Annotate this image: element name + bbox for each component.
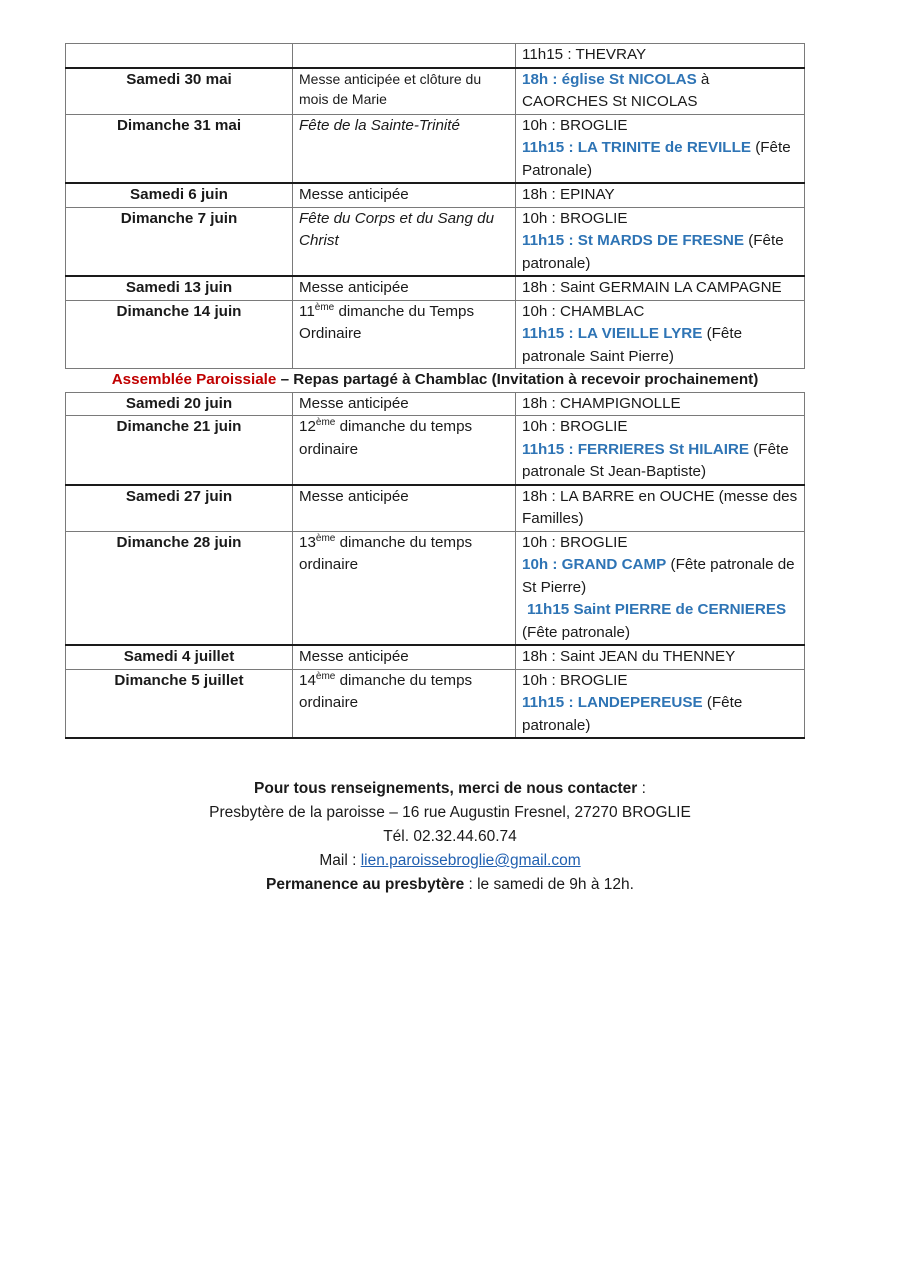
table-row	[66, 669, 805, 738]
desc-cell	[293, 416, 516, 485]
day-cell: Samedi 30 mai	[66, 68, 293, 115]
permanence-label: Permanence au presbytère	[266, 876, 465, 893]
time-text: 10h : BROGLIE	[522, 533, 628, 551]
sunday-number: 12	[299, 418, 316, 435]
ordinal-suffix: ème	[315, 670, 336, 682]
desc-cell: Messe anticipée	[293, 392, 516, 416]
mass-location-highlight: 11h15 : LA TRINITE de REVILLE	[522, 139, 751, 156]
time-cell	[516, 416, 805, 485]
time-text: 10h : BROGLIE	[522, 671, 628, 689]
time-text	[522, 599, 798, 622]
day-cell: Dimanche 31 mai	[66, 114, 293, 183]
mass-location-highlight: 11h15 : FERRIERES St HILAIRE	[522, 440, 750, 458]
desc-text: dimanche du temps ordinaire	[299, 418, 473, 458]
day-cell: Dimanche 14 juin	[66, 300, 293, 369]
table-row	[66, 300, 805, 369]
time-text: 10h : BROGLIE	[522, 209, 628, 227]
mail-line	[0, 849, 900, 873]
sunday-number: 11	[299, 302, 315, 320]
desc-cell: Messe anticipée	[293, 276, 516, 300]
mass-location-highlight: 11h15 : St MARDS DE FRESNE	[522, 232, 744, 249]
ordinal-suffix: ème	[315, 417, 336, 428]
time-cell: 11h15 : THEVRAY	[516, 44, 805, 68]
desc-text: dimanche du temps ordinaire	[299, 671, 473, 711]
day-cell: Samedi 27 juin	[66, 485, 293, 532]
day-cell: Dimanche 7 juin	[66, 207, 293, 276]
time-text	[522, 439, 798, 484]
day-cell: Dimanche 28 juin	[66, 531, 293, 645]
desc-text: dimanche du temps ordinaire	[299, 533, 473, 573]
ordinal-suffix: ème	[315, 532, 336, 544]
time-cell	[516, 207, 805, 276]
time-cell: 18h : CHAMPIGNOLLE	[516, 392, 805, 416]
desc-cell	[293, 669, 516, 738]
sunday-number: 13	[299, 533, 316, 551]
time-cell: 18h : Saint JEAN du THENNEY	[516, 645, 805, 669]
contact-heading	[0, 777, 900, 801]
feast-note: (Fête patronale St Jean-Baptiste)	[522, 440, 789, 480]
contact-heading-colon: :	[637, 780, 646, 797]
feast-note: (Fête patronale de St Pierre)	[522, 556, 795, 596]
time-cell	[516, 300, 805, 369]
desc-cell: Messe anticipée	[293, 183, 516, 207]
contact-footer	[0, 777, 900, 897]
table-row	[66, 416, 805, 485]
mail-label: Mail :	[319, 852, 361, 869]
day-cell: Samedi 20 juin	[66, 392, 293, 416]
sunday-number: 14	[299, 671, 316, 689]
time-text	[522, 554, 798, 599]
table-row	[66, 68, 805, 115]
assembly-banner	[66, 369, 805, 393]
time-cell	[516, 114, 805, 183]
desc-cell: Messe anticipée	[293, 485, 516, 532]
mass-location-highlight: 18h : église St NICOLAS	[522, 70, 697, 88]
day-cell: Samedi 6 juin	[66, 183, 293, 207]
time-cell	[516, 68, 805, 115]
feast-note: (Fête patronale)	[522, 232, 784, 272]
day-cell: Dimanche 21 juin	[66, 416, 293, 485]
desc-cell	[293, 44, 516, 68]
desc-cell: Fête de la Sainte-Trinité	[293, 114, 516, 183]
mass-schedule-table	[65, 43, 805, 739]
time-text: 10h : BROGLIE	[522, 116, 628, 134]
desc-cell: Messe anticipée	[293, 645, 516, 669]
time-text: à CAORCHES St NICOLAS	[522, 70, 710, 110]
time-cell: 18h : LA BARRE en OUCHE (messe des Familles)	[516, 485, 805, 532]
desc-cell	[293, 300, 516, 369]
time-text: 10h : CHAMBLAC	[522, 302, 645, 320]
mass-location-highlight: 11h15 Saint PIERRE de CERNIERES	[527, 601, 787, 618]
time-cell	[516, 531, 805, 645]
table-row	[66, 645, 805, 669]
table-row	[66, 392, 805, 416]
feast-note: (Fête patronale)	[522, 694, 743, 734]
assembly-banner-row	[66, 369, 805, 393]
time-text: 10h : BROGLIE	[522, 418, 628, 435]
phone: Tél. 02.32.44.60.74	[383, 828, 517, 845]
address: Presbytère de la paroisse – 16 rue Augustin Fresnel, 27270 BROGLIE	[209, 804, 691, 821]
feast-note: (Fête Patronale)	[522, 139, 791, 179]
time-text	[522, 230, 798, 275]
time-cell: 18h : EPINAY	[516, 183, 805, 207]
desc-text: dimanche du Temps Ordinaire	[299, 302, 475, 342]
table-row	[66, 44, 805, 68]
mass-location-highlight: 11h15 : LANDEPEREUSE	[522, 694, 703, 711]
time-cell	[516, 669, 805, 738]
table-row	[66, 114, 805, 183]
time-text	[522, 692, 798, 737]
feast-note: (Fête patronale)	[522, 623, 631, 641]
table-row	[66, 207, 805, 276]
email-link[interactable]: lien.paroissebroglie@gmail.com	[360, 852, 581, 869]
permanence	[0, 873, 900, 897]
time-cell: 18h : Saint GERMAIN LA CAMPAGNE	[516, 276, 805, 300]
time-text	[522, 137, 798, 182]
mass-location-highlight: 10h : GRAND CAMP	[522, 556, 667, 573]
day-cell: Samedi 13 juin	[66, 276, 293, 300]
desc-cell: Fête du Corps et du Sang du Christ	[293, 207, 516, 276]
table-row	[66, 531, 805, 645]
day-cell: Dimanche 5 juillet	[66, 669, 293, 738]
time-text	[522, 323, 798, 368]
day-cell: Samedi 4 juillet	[66, 645, 293, 669]
ordinal-suffix: ème	[314, 301, 335, 313]
table-row	[66, 183, 805, 207]
mass-location-highlight: 11h15 : LA VIEILLE LYRE	[522, 325, 703, 342]
desc-cell: Messe anticipée et clôture du mois de Marie	[293, 68, 516, 115]
day-cell	[66, 44, 293, 68]
desc-cell	[293, 531, 516, 645]
assembly-title: Assemblée Paroissiale	[111, 371, 277, 388]
permanence-hours: : le samedi de 9h à 12h.	[464, 876, 634, 893]
feast-note: (Fête patronale Saint Pierre)	[522, 325, 743, 365]
table-row	[66, 276, 805, 300]
assembly-details: – Repas partagé à Chamblac (Invitation à recevoir prochainement)	[276, 371, 759, 388]
contact-heading-bold: Pour tous renseignements, merci de nous contacter	[254, 780, 638, 797]
table-row	[66, 485, 805, 532]
